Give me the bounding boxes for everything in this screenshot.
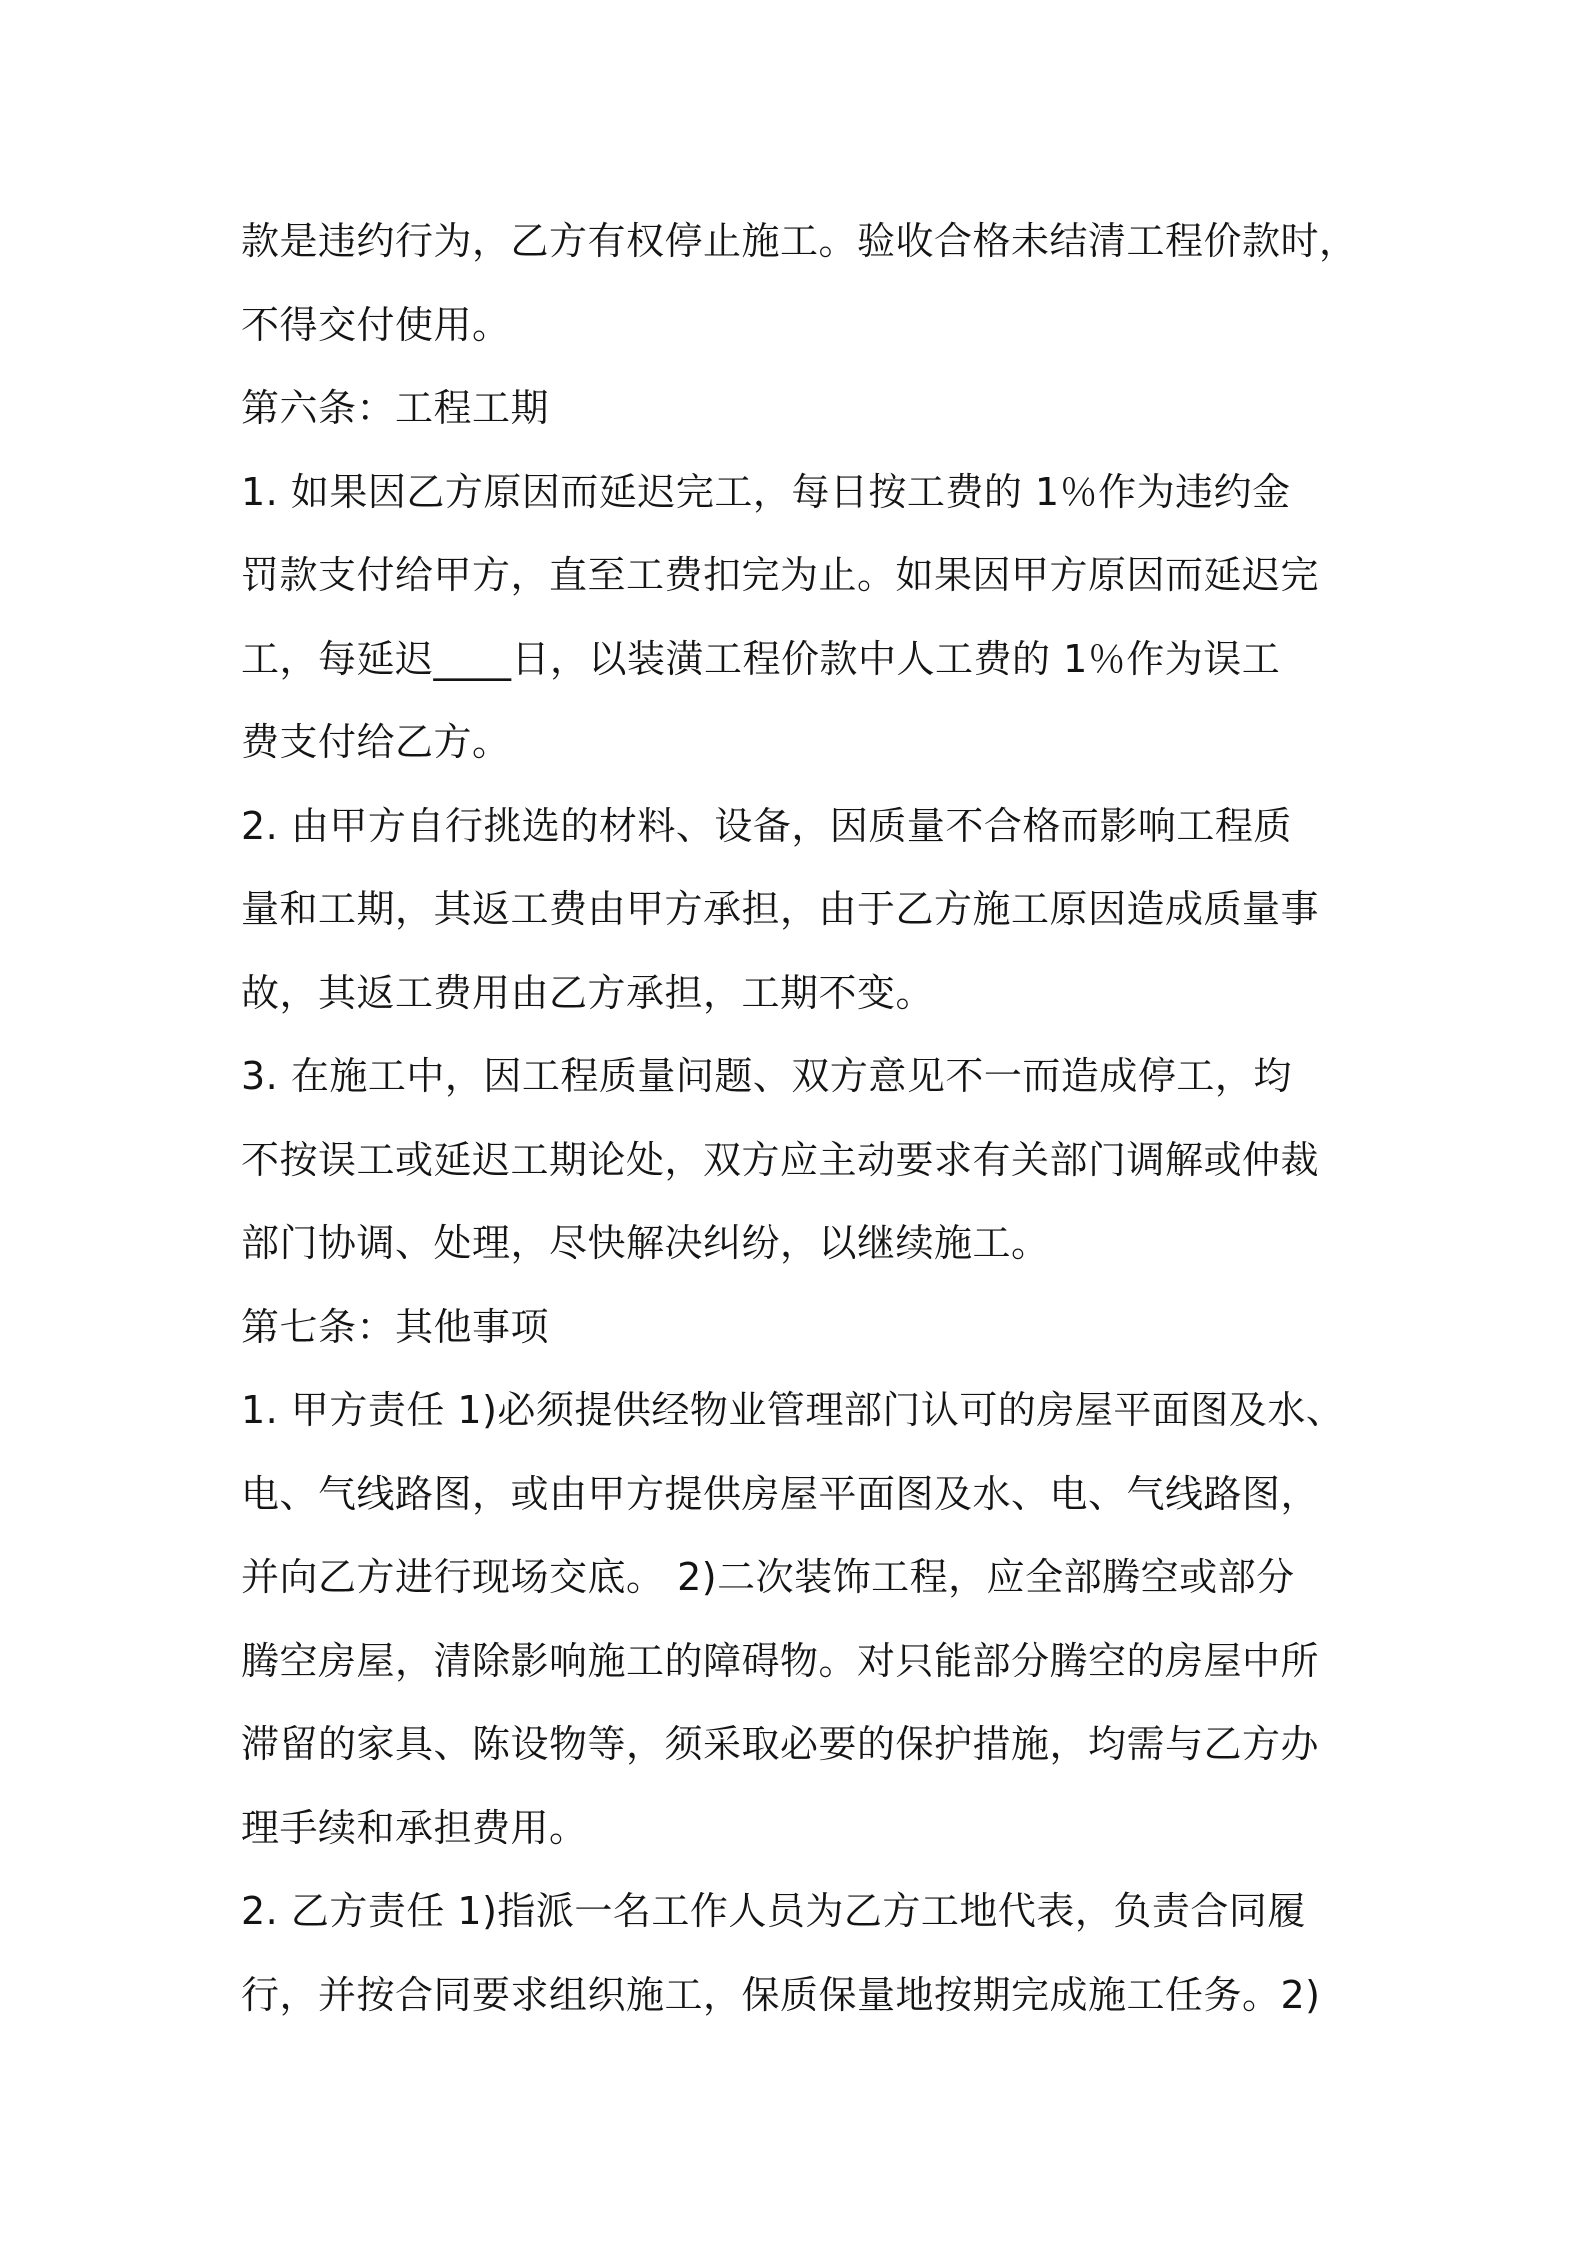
text-line: 量和工期，其返工费由甲方承担，由于乙方施工原因造成质量事: [241, 887, 1320, 931]
text-line: 款是违约行为，乙方有权停止施工。验收合格未结清工程价款时，: [241, 219, 1358, 263]
text-line: 故，其返工费用由乙方承担，工期不变。: [241, 970, 935, 1015]
text-line: 罚款支付给甲方，直至工费扣完为止。如果因甲方原因而延迟完: [241, 553, 1320, 597]
document-body: [241, 200, 1371, 2037]
text-line: 腾空房屋，清除影响施工的障碍物。对只能部分腾空的房屋中所: [241, 1638, 1320, 1683]
section-heading: 第六条：工程工期: [241, 386, 550, 430]
text-line: 不得交付使用。: [241, 302, 511, 347]
text-line: 并向乙方进行现场交底。 2)二次装饰工程，应全部腾空或部分: [241, 1555, 1295, 1599]
text-line: 行，并按合同要求组织施工，保质保量地按期完成施工任务。2): [241, 1972, 1321, 2017]
text-line: 费支付给乙方。: [241, 720, 511, 764]
text-line: 滞留的家具、陈设物等，须采取必要的保护措施，均需与乙方办: [241, 1722, 1320, 1766]
text-line: 2. 乙方责任 1)指派一名工作人员为乙方工地代表，负责合同履: [241, 1889, 1306, 1933]
text-line: 不按误工或延迟工期论处，双方应主动要求有关部门调解或仲裁: [241, 1137, 1320, 1182]
text-line: 1. 如果因乙方原因而延迟完工，每日按工费的 1％作为违约金: [241, 469, 1291, 514]
text-line: 部门协调、处理，尽快解决纠纷，以继续施工。: [241, 1221, 1050, 1265]
text-line: 电、气线路图，或由甲方提供房屋平面图及水、电、气线路图，: [241, 1471, 1320, 1516]
text-line: 工，每延迟____日，以装潢工程价款中人工费的 1％作为误工: [241, 636, 1281, 681]
text-line: 1. 甲方责任 1)必须提供经物业管理部门认可的房屋平面图及水、: [241, 1388, 1345, 1432]
text-line: 理手续和承担费用。: [241, 1805, 588, 1850]
text-line: 3. 在施工中，因工程质量问题、双方意见不一而造成停工，均: [241, 1054, 1292, 1098]
section-heading: 第七条：其他事项: [241, 1304, 550, 1349]
text-line: 2. 由甲方自行挑选的材料、设备，因质量不合格而影响工程质: [241, 803, 1292, 848]
